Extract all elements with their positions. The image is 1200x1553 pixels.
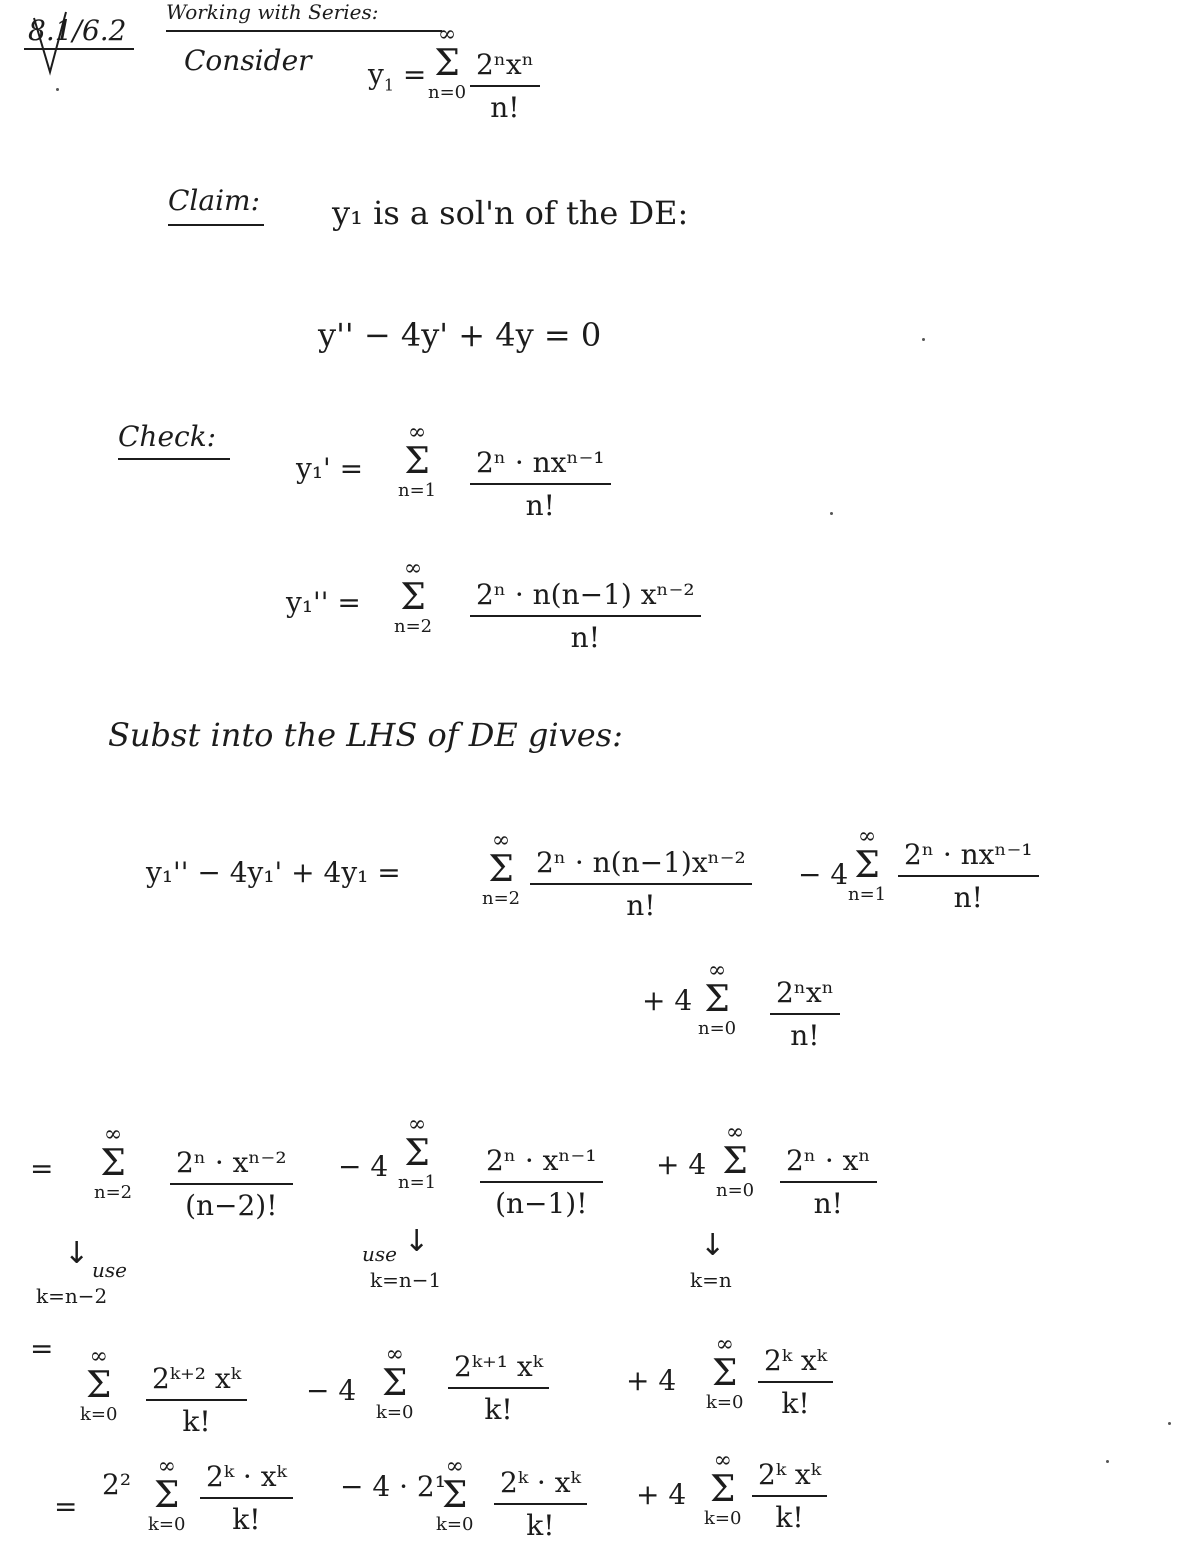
line3-sum-b: ∞ Σ k=0 — [376, 1342, 414, 1423]
second-derivative-sum: ∞ Σ n=2 — [394, 556, 433, 637]
line3-minus-four: − 4 — [306, 1374, 357, 1407]
lhs-minus-four: − 4 — [798, 858, 849, 891]
line3-fraction-a: 2ᵏ⁺² xᵏ k! — [146, 1362, 247, 1438]
second-derivative-lhs: y₁'' = — [286, 586, 361, 619]
page-title: Working with Series: — [166, 0, 379, 24]
lhs-fraction-2: 2ⁿ · nxⁿ⁻¹ n! — [898, 838, 1039, 914]
line4-sum-c: ∞ Σ k=0 — [704, 1448, 742, 1529]
intro-fraction: 2ⁿxⁿ n! — [470, 48, 540, 124]
substitution-b-use: use — [362, 1242, 397, 1266]
line3-fraction-c: 2ᵏ xᵏ k! — [758, 1344, 833, 1420]
line2-equals: = — [30, 1152, 54, 1185]
scan-speck — [830, 512, 833, 515]
y1-lhs: $y_1$ = — [368, 58, 427, 95]
line4-plus-four: + 4 — [636, 1478, 687, 1511]
differential-equation: y'' − 4y' + 4y = 0 — [318, 316, 602, 354]
substitution-c: k=n — [690, 1268, 732, 1292]
claim-underline — [168, 224, 264, 226]
scan-speck — [56, 88, 59, 91]
line2-fraction-c: 2ⁿ · xⁿ n! — [780, 1144, 877, 1220]
check-underline — [118, 458, 230, 460]
lhs-sum-2: ∞ Σ n=1 — [848, 824, 887, 905]
scan-speck — [1168, 1422, 1171, 1425]
substitute-text: Subst into the LHS of DE gives: — [108, 716, 623, 754]
line2-sum-a: ∞ Σ n=2 — [94, 1122, 133, 1203]
line4-sum-b: ∞ Σ k=0 — [436, 1454, 474, 1535]
scan-speck — [1106, 1460, 1109, 1463]
substitution-a-use: use — [92, 1258, 127, 1282]
lhs-fraction-3: 2ⁿxⁿ n! — [770, 976, 840, 1052]
lhs-sum-3: ∞ Σ n=0 — [698, 958, 737, 1039]
line4-fraction-a: 2ᵏ · xᵏ k! — [200, 1460, 293, 1536]
line2-plus-four: + 4 — [656, 1148, 707, 1181]
down-arrow-icon: ↓ — [64, 1236, 90, 1271]
line4-coefficient-a: 2² — [102, 1468, 132, 1501]
second-derivative-fraction: 2ⁿ · n(n−1) xⁿ⁻² n! — [470, 578, 701, 654]
claim-text: y₁ is a sol'n of the DE: — [332, 194, 689, 232]
substitution-a: k=n−2 — [36, 1284, 108, 1308]
line2-fraction-b: 2ⁿ · xⁿ⁻¹ (n−1)! — [480, 1144, 603, 1220]
line3-plus-four: + 4 — [626, 1364, 677, 1397]
line4-sum-a: ∞ Σ k=0 — [148, 1454, 186, 1535]
line3-sum-c: ∞ Σ k=0 — [706, 1332, 744, 1413]
line2-minus-four: − 4 — [338, 1150, 389, 1183]
line2-sum-b: ∞ Σ n=1 — [398, 1112, 437, 1193]
line2-fraction-a: 2ⁿ · xⁿ⁻² (n−2)! — [170, 1146, 293, 1222]
down-arrow-icon: ↓ — [700, 1228, 726, 1263]
section-ref-underline — [24, 48, 134, 50]
line4-minus-term: − 4 · 2¹ — [340, 1470, 446, 1503]
consider-label: Consider — [184, 44, 312, 77]
intro-sum: ∞ Σ n=0 — [428, 22, 467, 103]
check-label: Check: — [118, 420, 217, 453]
lhs-plus-four: + 4 — [642, 984, 693, 1017]
line3-fraction-b: 2ᵏ⁺¹ xᵏ k! — [448, 1350, 549, 1426]
line3-equals: = — [30, 1332, 54, 1365]
section-reference: 8.1/6.2 — [28, 14, 127, 47]
lhs-fraction-1: 2ⁿ · n(n−1)xⁿ⁻² n! — [530, 846, 752, 922]
line4-fraction-b: 2ᵏ · xᵏ k! — [494, 1466, 587, 1542]
title-underline — [166, 30, 442, 32]
first-derivative-fraction: 2ⁿ · nxⁿ⁻¹ n! — [470, 446, 611, 522]
first-derivative-sum: ∞ Σ n=1 — [398, 420, 437, 501]
first-derivative-lhs: y₁' = — [296, 452, 364, 485]
line3-sum-a: ∞ Σ k=0 — [80, 1344, 118, 1425]
down-arrow-icon: ↓ — [404, 1224, 430, 1259]
substitution-b: k=n−1 — [370, 1268, 442, 1292]
lhs-expression: y₁'' − 4y₁' + 4y₁ = — [146, 856, 401, 889]
scan-speck — [922, 338, 925, 341]
line4-equals: = — [54, 1490, 78, 1523]
claim-label: Claim: — [168, 184, 261, 217]
check-mark-icon — [30, 8, 70, 78]
line4-fraction-c: 2ᵏ xᵏ k! — [752, 1458, 827, 1534]
line2-sum-c: ∞ Σ n=0 — [716, 1120, 755, 1201]
lhs-sum-1: ∞ Σ n=2 — [482, 828, 521, 909]
